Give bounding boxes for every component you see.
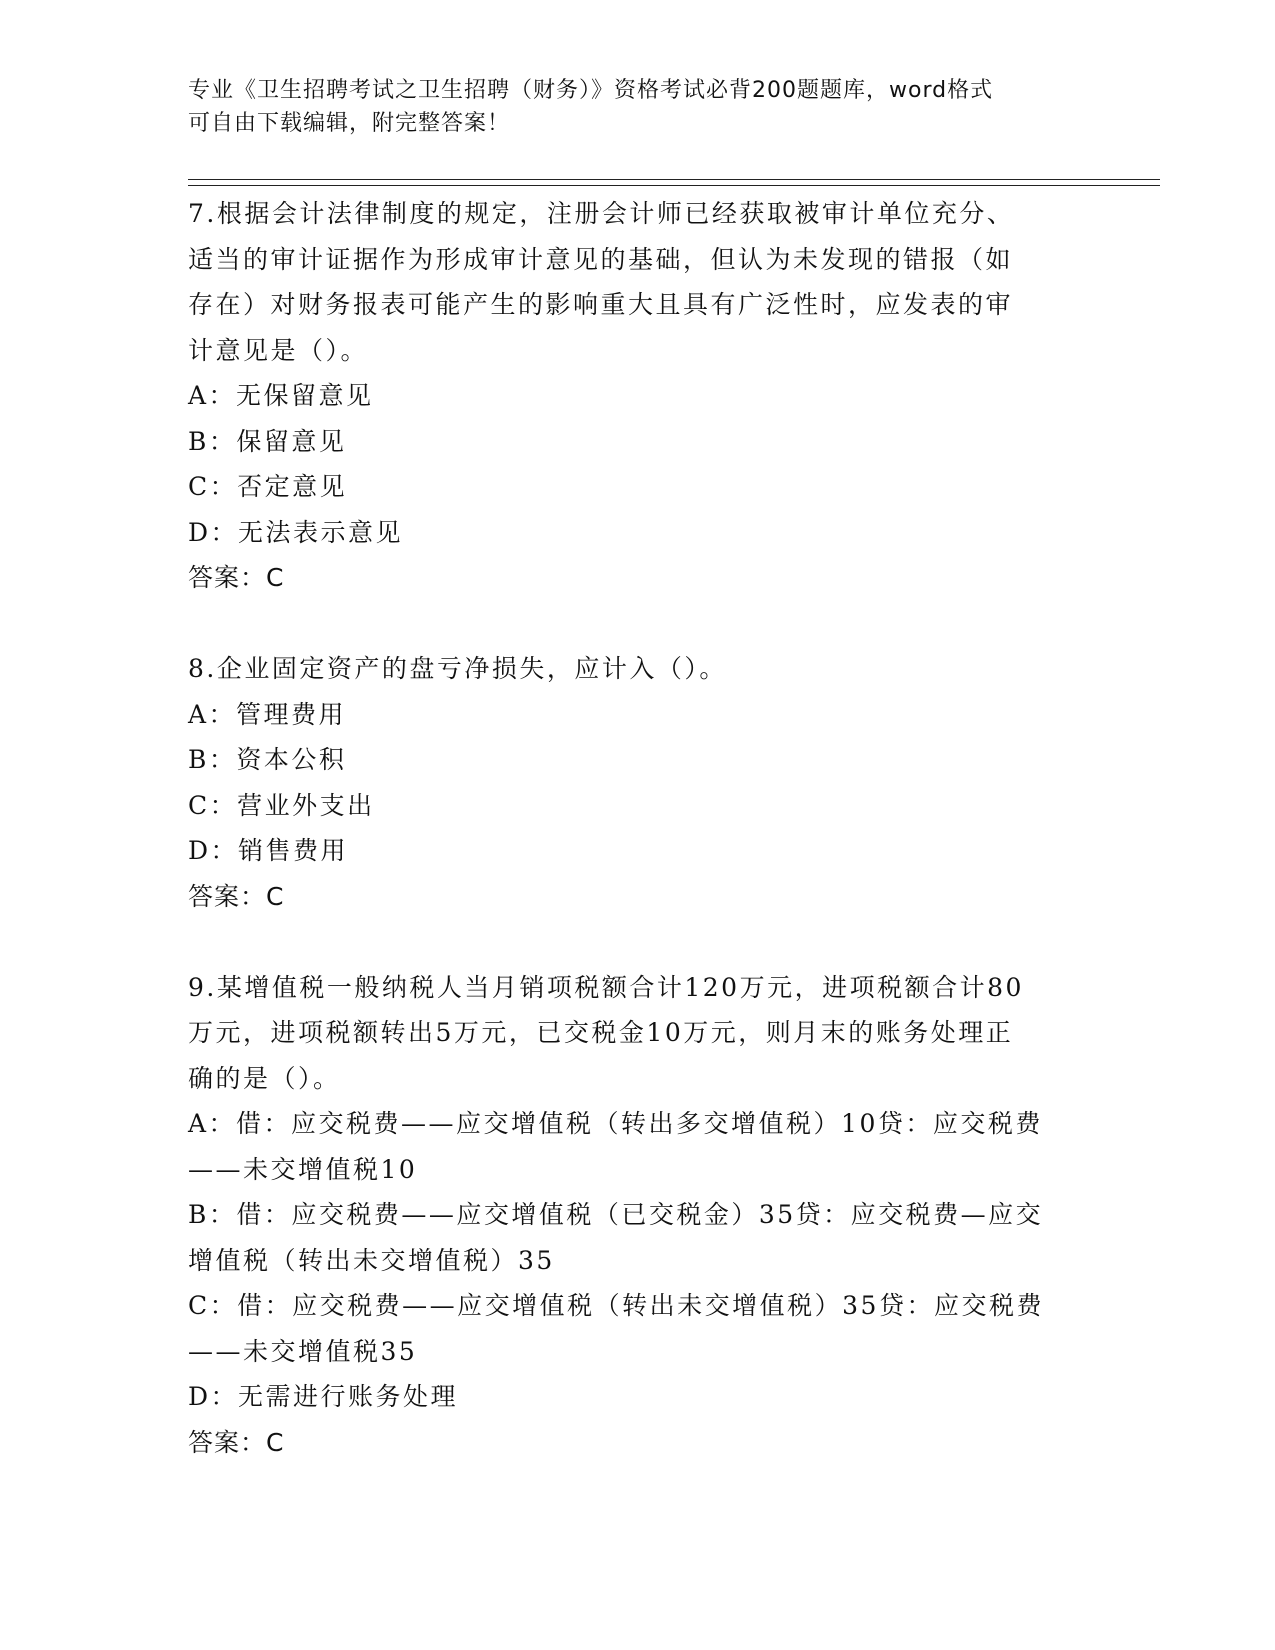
option-c: C：否定意见 xyxy=(188,472,348,501)
option-c: C：借：应交税费——应交增值税（转出未交增值税）35贷：应交税费 xyxy=(188,1291,1044,1320)
answer: 答案：C xyxy=(188,563,285,592)
header-line-2: 可自由下载编辑，附完整答案！ xyxy=(188,111,511,136)
option-a: A：管理费用 xyxy=(188,699,347,729)
header-line-1: 专业《卫生招聘考试之卫生招聘（财务）》资格考试必背200题题库，word格式 xyxy=(188,78,994,103)
question-stem-line: 适当的审计证据作为形成审计意见的基础，但认为未发现的错报（如 xyxy=(188,244,1014,274)
question-list xyxy=(188,191,1088,1465)
option-c-continued: ——未交增值税35 xyxy=(188,1336,418,1366)
question-stem-line: 9.某增值税一般纳税人当月销项税额合计120万元，进项税额合计80 xyxy=(188,972,1024,1002)
question-8 xyxy=(188,646,1088,919)
option-a-continued: ——未交增值税10 xyxy=(188,1154,418,1184)
option-b: B：保留意见 xyxy=(188,426,347,456)
option-a: A：借：应交税费——应交增值税（转出多交增值税）10贷：应交税费 xyxy=(188,1109,1043,1138)
spacer xyxy=(188,601,1088,647)
option-a: A：无保留意见 xyxy=(188,381,374,410)
question-stem-line: 7.根据会计法律制度的规定，注册会计师已经获取被审计单位充分、 xyxy=(188,199,1015,228)
option-d: D：销售费用 xyxy=(188,836,349,865)
answer: 答案：C xyxy=(188,881,285,911)
question-stem-line: 万元，进项税额转出5万元，已交税金10万元，则月末的账务处理正 xyxy=(188,1018,1014,1047)
question-stem-line: 计意见是（）。 xyxy=(188,335,369,365)
option-d: D：无需进行账务处理 xyxy=(188,1382,459,1411)
question-stem-line: 确的是（）。 xyxy=(188,1063,341,1093)
header-rule-bottom xyxy=(188,185,1160,186)
question-stem-line: 8.企业固定资产的盘亏净损失，应计入（）。 xyxy=(188,654,727,683)
spacer xyxy=(188,919,1088,965)
question-9 xyxy=(188,965,1088,1466)
question-stem-line: 存在）对财务报表可能产生的影响重大且具有广泛性时，应发表的审 xyxy=(188,290,1014,319)
option-b: B：借：应交税费——应交增值税（已交税金）35贷：应交税费—应交 xyxy=(188,1200,1044,1229)
option-b: B：资本公积 xyxy=(188,745,347,774)
question-7 xyxy=(188,191,1088,601)
header-rule-top xyxy=(188,179,1160,180)
option-b-continued: 增值税（转出未交增值税）35 xyxy=(188,1245,555,1275)
option-d: D：无法表示意见 xyxy=(188,517,404,547)
option-c: C：营业外支出 xyxy=(188,790,375,820)
document-header xyxy=(188,74,1088,140)
answer: 答案：C xyxy=(188,1427,285,1457)
